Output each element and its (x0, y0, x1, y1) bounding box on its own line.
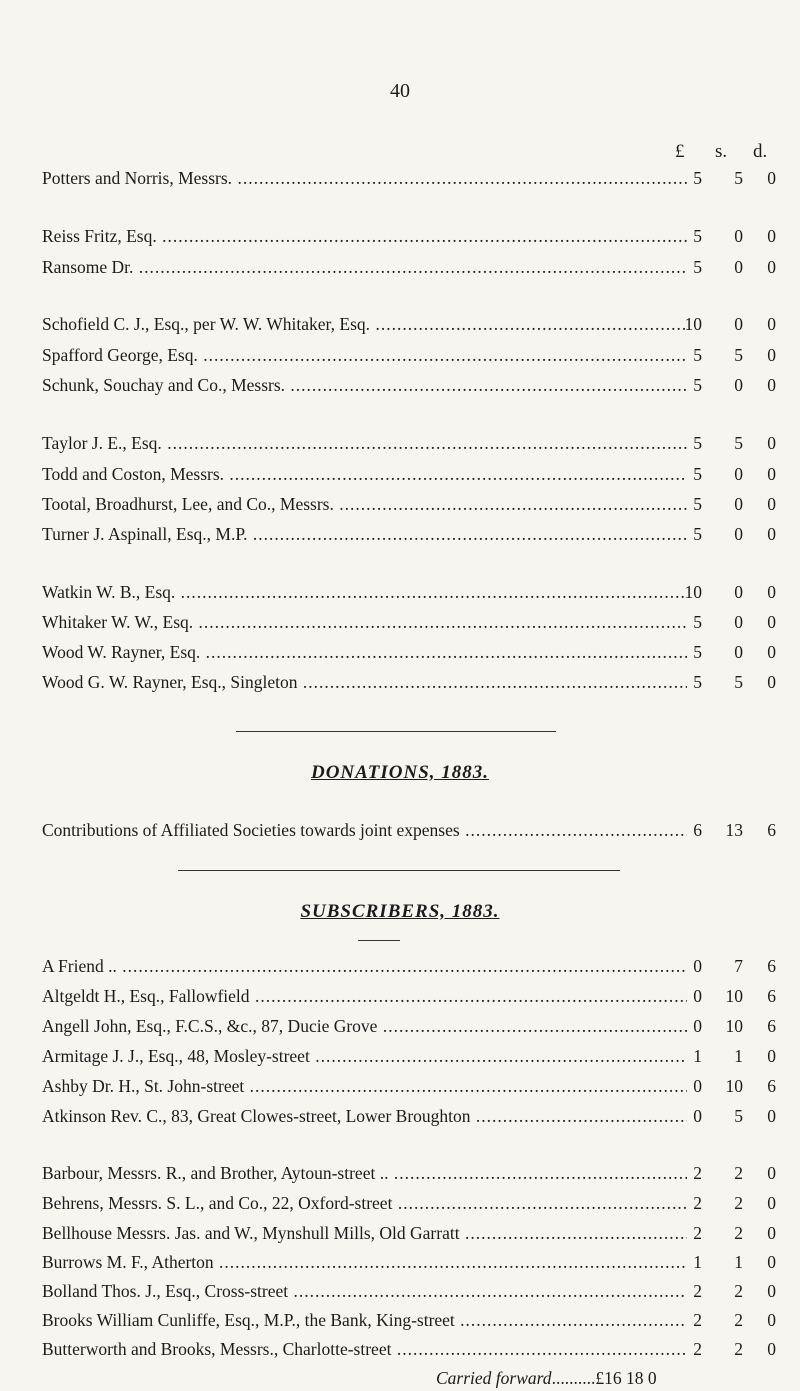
amount-pounds: 2 (693, 1223, 702, 1243)
subscriber-name: Bolland Thos. J., Esq., Cross-street ..... (42, 1281, 687, 1302)
amount-shillings: 2 (734, 1339, 743, 1359)
donation-description: Contributions of Affiliated Societies towards joint expenses ..... (42, 820, 687, 841)
amount-shillings: 1 (734, 1252, 743, 1272)
amount-shillings: 2 (734, 1281, 743, 1301)
amount-pence: 0 (767, 642, 776, 662)
amount-pence: 0 (767, 375, 776, 395)
amount-pounds: 5 (693, 345, 702, 365)
amount-pounds: 5 (693, 375, 702, 395)
amount-pounds: 2 (693, 1339, 702, 1359)
subscriber-name: Butterworth and Brooks, Messrs., Charlotte-street ..... (42, 1339, 687, 1360)
amount-pounds: 5 (693, 226, 702, 246)
amount-pence: 0 (767, 314, 776, 334)
subscribers-heading: SUBSCRIBERS, 1883. (300, 901, 500, 922)
list-item (42, 524, 787, 550)
amount-shillings: 2 (734, 1223, 743, 1243)
shillings-header: s. (715, 141, 728, 162)
amount-pounds: 5 (693, 464, 702, 484)
subscriber-name: Burrows M. F., Atherton ..... (42, 1252, 687, 1273)
carried-forward (436, 1368, 657, 1389)
amount-shillings: 13 (725, 820, 743, 840)
amount-shillings: 0 (734, 314, 743, 334)
amount-shillings: 2 (734, 1193, 743, 1213)
amount-pounds: 0 (693, 1106, 702, 1126)
amount-pence: 0 (767, 672, 776, 692)
amount-pounds: 5 (693, 642, 702, 662)
list-item (42, 672, 787, 698)
list-item (42, 1106, 787, 1132)
amount-shillings: 2 (734, 1163, 743, 1183)
amount-pounds: 0 (693, 986, 702, 1006)
list-item (42, 494, 787, 520)
amount-pence: 0 (767, 257, 776, 277)
amount-shillings: 0 (734, 612, 743, 632)
donations-heading: DONATIONS, 1883. (310, 762, 490, 783)
subscriber-name: Todd and Coston, Messrs. ..... (42, 464, 687, 485)
amount-shillings: 0 (734, 582, 743, 602)
amount-shillings: 0 (734, 642, 743, 662)
list-item (42, 1310, 787, 1336)
pence-header: d. (753, 141, 768, 162)
list-item (42, 1046, 787, 1072)
amount-shillings: 0 (734, 226, 743, 246)
amount-shillings: 5 (734, 433, 743, 453)
amount-pence: 6 (767, 986, 776, 1006)
subscriber-name: Turner J. Aspinall, Esq., M.P. ..... (42, 524, 687, 545)
subscriber-name: Potters and Norris, Messrs. ..... (42, 168, 687, 189)
amount-pence: 0 (767, 1106, 776, 1126)
amount-pounds: 5 (693, 494, 702, 514)
subscriber-name: Atkinson Rev. C., 83, Great Clowes-street, Lower Broughton ..... (42, 1106, 687, 1127)
amount-pounds: 5 (693, 433, 702, 453)
subscriber-name: Brooks William Cunliffe, Esq., M.P., the Bank, King-street ..... (42, 1310, 687, 1331)
list-item (42, 612, 787, 638)
subscriber-name: Wood G. W. Rayner, Esq., Singleton ..... (42, 672, 687, 693)
amount-pounds: 5 (693, 612, 702, 632)
amount-shillings: 5 (734, 1106, 743, 1126)
amount-pounds: 2 (693, 1310, 702, 1330)
amount-pounds: 0 (693, 956, 702, 976)
list-item (42, 1223, 787, 1249)
list-item (42, 464, 787, 490)
list-item (42, 1339, 787, 1365)
list-item (42, 1281, 787, 1307)
amount-pence: 0 (767, 345, 776, 365)
list-item (42, 1163, 787, 1189)
list-item (42, 433, 787, 459)
subscriber-name: Barbour, Messrs. R., and Brother, Aytoun-street .. ..... (42, 1163, 687, 1184)
subscriber-name: Schunk, Souchay and Co., Messrs. ..... (42, 375, 687, 396)
subscriber-name: Behrens, Messrs. S. L., and Co., 22, Oxford-street ..... (42, 1193, 687, 1214)
amount-pounds: 5 (693, 524, 702, 544)
amount-pence: 0 (767, 1281, 776, 1301)
subscriber-name: Bellhouse Messrs. Jas. and W., Mynshull Mills, Old Garratt ..... (42, 1223, 687, 1244)
amount-pence: 0 (767, 168, 776, 188)
amount-shillings: 10 (725, 986, 743, 1006)
amount-shillings: 7 (734, 956, 743, 976)
amount-shillings: 10 (725, 1076, 743, 1096)
list-item (42, 345, 787, 371)
amount-pence: 0 (767, 1310, 776, 1330)
subscriber-name: Whitaker W. W., Esq. ..... (42, 612, 687, 633)
subscriber-name: Ransome Dr. ..... (42, 257, 687, 278)
amount-pence: 0 (767, 1339, 776, 1359)
amount-pounds: 6 (693, 820, 702, 840)
amount-pounds: 5 (693, 257, 702, 277)
subscriber-name: Ashby Dr. H., St. John-street ..... (42, 1076, 687, 1097)
amount-shillings: 1 (734, 1046, 743, 1066)
amount-pounds: 2 (693, 1163, 702, 1183)
amount-pounds: 0 (693, 1016, 702, 1036)
amount-shillings: 5 (734, 672, 743, 692)
amount-pence: 0 (767, 433, 776, 453)
amount-pounds: 1 (693, 1252, 702, 1272)
list-item (42, 820, 787, 846)
list-item (42, 1252, 787, 1278)
heading-underline (358, 940, 400, 941)
subscriber-name: Armitage J. J., Esq., 48, Mosley-street ..... (42, 1046, 687, 1067)
list-item (42, 314, 787, 340)
list-item (42, 168, 787, 194)
amount-shillings: 2 (734, 1310, 743, 1330)
page-number: 40 (390, 80, 410, 102)
section-divider (178, 870, 620, 871)
list-item (42, 1076, 787, 1102)
amount-shillings: 0 (734, 375, 743, 395)
subscriber-name: Altgeldt H., Esq., Fallowfield ..... (42, 986, 687, 1007)
amount-shillings: 0 (734, 494, 743, 514)
amount-pence: 0 (767, 1046, 776, 1066)
amount-pence: 0 (767, 1223, 776, 1243)
amount-pounds: 2 (693, 1281, 702, 1301)
list-item (42, 956, 787, 982)
amount-pounds: 5 (693, 672, 702, 692)
amount-pence: 0 (767, 524, 776, 544)
amount-pounds: 1 (693, 1046, 702, 1066)
list-item (42, 642, 787, 668)
amount-pence: 0 (767, 582, 776, 602)
amount-pence: 0 (767, 1163, 776, 1183)
subscriber-name: A Friend .. ..... (42, 956, 687, 977)
currency-header (675, 141, 785, 165)
subscriber-name: Tootal, Broadhurst, Lee, and Co., Messrs. ..... (42, 494, 687, 515)
carried-forward-label: Carried forward ..... (436, 1368, 595, 1388)
amount-pence: 0 (767, 612, 776, 632)
subscriber-name: Watkin W. B., Esq. ..... (42, 582, 687, 603)
amount-pence: 6 (767, 1076, 776, 1096)
amount-pence: 0 (767, 226, 776, 246)
amount-pounds: 5 (693, 168, 702, 188)
pounds-header: £ (675, 141, 685, 162)
list-item (42, 226, 787, 252)
amount-pounds: 10 (684, 314, 702, 334)
section-divider (236, 731, 556, 732)
subscriber-name: Schofield C. J., Esq., per W. W. Whitaker, Esq. ..... (42, 314, 687, 335)
amount-shillings: 0 (734, 524, 743, 544)
subscriber-name: Wood W. Rayner, Esq. ..... (42, 642, 687, 663)
amount-pence: 6 (767, 956, 776, 976)
subscriber-name: Reiss Fritz, Esq. ..... (42, 226, 687, 247)
subscriber-name: Spafford George, Esq. ..... (42, 345, 687, 366)
subscriber-name: Angell John, Esq., F.C.S., &c., 87, Ducie Grove ..... (42, 1016, 687, 1037)
amount-pounds: 2 (693, 1193, 702, 1213)
amount-pounds: 0 (693, 1076, 702, 1096)
list-item (42, 582, 787, 608)
amount-shillings: 0 (734, 464, 743, 484)
list-item (42, 1193, 787, 1219)
list-item (42, 1016, 787, 1042)
amount-pence: 0 (767, 464, 776, 484)
amount-shillings: 0 (734, 257, 743, 277)
amount-pence: 6 (767, 1016, 776, 1036)
amount-pence: 0 (767, 494, 776, 514)
amount-shillings: 5 (734, 168, 743, 188)
list-item (42, 375, 787, 401)
list-item (42, 986, 787, 1012)
amount-pounds: 10 (684, 582, 702, 602)
amount-pence: 6 (767, 820, 776, 840)
subscriber-name: Taylor J. E., Esq. ..... (42, 433, 687, 454)
amount-shillings: 5 (734, 345, 743, 365)
list-item (42, 257, 787, 283)
amount-shillings: 10 (725, 1016, 743, 1036)
amount-pence: 0 (767, 1252, 776, 1272)
carried-forward-total: £16 18 0 (595, 1368, 657, 1388)
amount-pence: 0 (767, 1193, 776, 1213)
